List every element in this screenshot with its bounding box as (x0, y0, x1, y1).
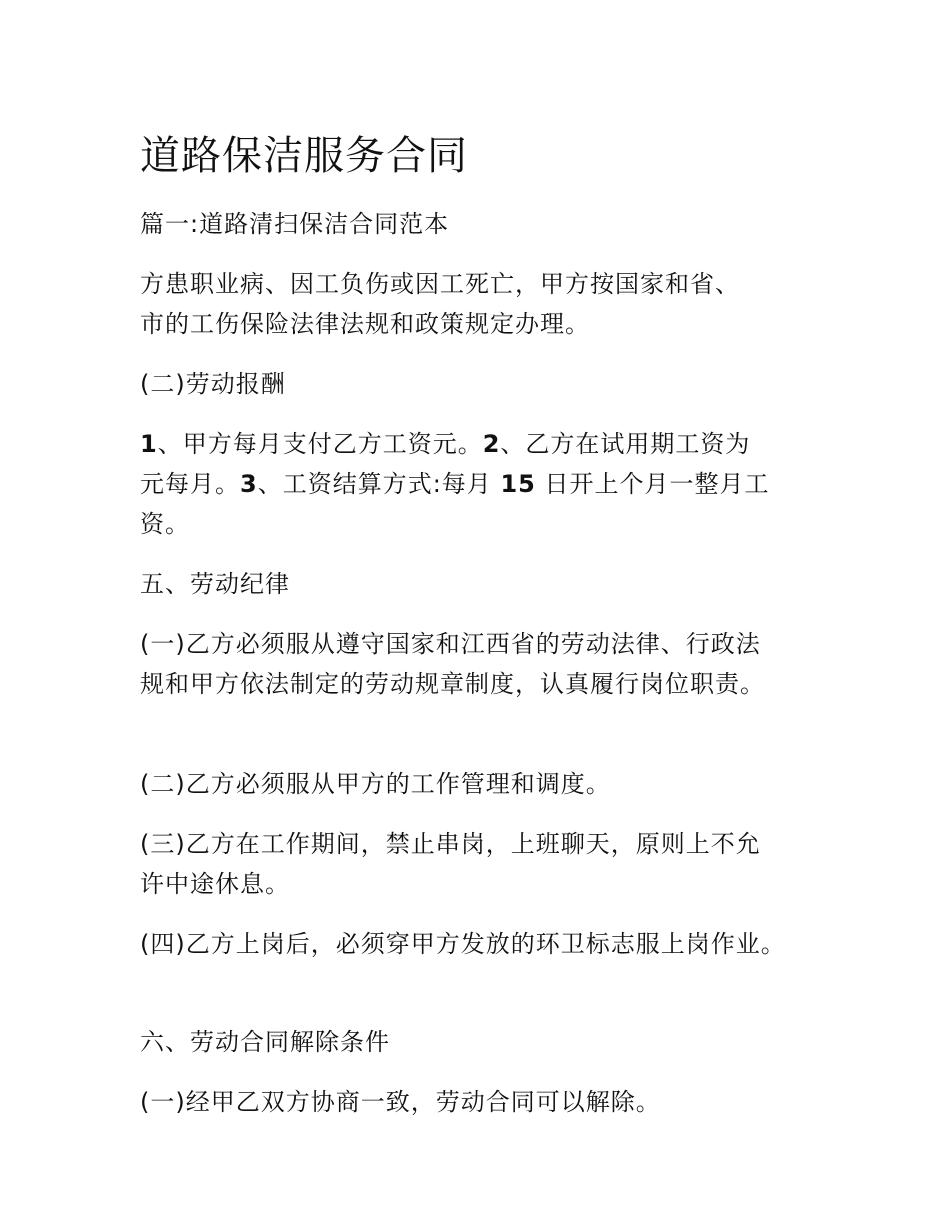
paragraph-line: 规和甲方依法制定的劳动规章制度，认真履行岗位职责。 (140, 670, 765, 698)
paragraph-termination-1: (一)经甲乙双方协商一致，劳动合同可以解除。 (140, 1088, 661, 1116)
paragraph-text: 、工资结算方式:每月 (257, 470, 492, 498)
item-number: 2 (482, 430, 501, 458)
paragraph-discipline-1 (140, 624, 840, 704)
paragraph-injury-clause (140, 264, 840, 344)
paragraph-line: 许中途休息。 (140, 870, 290, 898)
document-title: 道路保洁服务合同 (140, 133, 468, 179)
paragraph-text: 日开上个月一整月工 (544, 470, 770, 498)
paragraph-text: 元每月。 (140, 470, 240, 498)
paragraph-discipline-3 (140, 824, 840, 904)
paragraph-discipline-2: (二)乙方必须服从甲方的工作管理和调度。 (140, 770, 611, 798)
paragraph-line: 市的工伤保险法律法规和政策规定办理。 (140, 310, 590, 338)
item-number: 1 (140, 430, 158, 458)
paragraph-line: 资。 (140, 510, 190, 538)
paragraph-pay-terms (140, 424, 840, 544)
paragraph-line: (一)乙方必须服从遵守国家和江西省的劳动法律、行政法 (140, 630, 761, 658)
item-number: 3 (240, 470, 258, 498)
paragraph-line (140, 424, 840, 464)
paragraph-line: 方患职业病、因工负伤或因工死亡，甲方按国家和省、 (140, 270, 740, 298)
paragraph-discipline-4: (四)乙方上岗后，必须穿甲方发放的环卫标志服上岗作业。 (140, 930, 786, 958)
paragraph-text: 、乙方在试用期工资为 (500, 430, 751, 458)
paragraph-line (140, 464, 840, 504)
day-number: 15 (500, 470, 536, 498)
document-subtitle: 篇一:道路清扫保洁合同范本 (140, 210, 450, 238)
paragraph-line: (三)乙方在工作期间，禁止串岗，上班聊天，原则上不允 (140, 830, 761, 858)
section-heading-pay: (二)劳动报酬 (140, 370, 286, 398)
paragraph-text: 、甲方每月支付乙方工资元。 (157, 430, 483, 458)
section-heading-termination: 六、劳动合同解除条件 (140, 1028, 390, 1056)
section-heading-discipline: 五、劳动纪律 (140, 570, 290, 598)
